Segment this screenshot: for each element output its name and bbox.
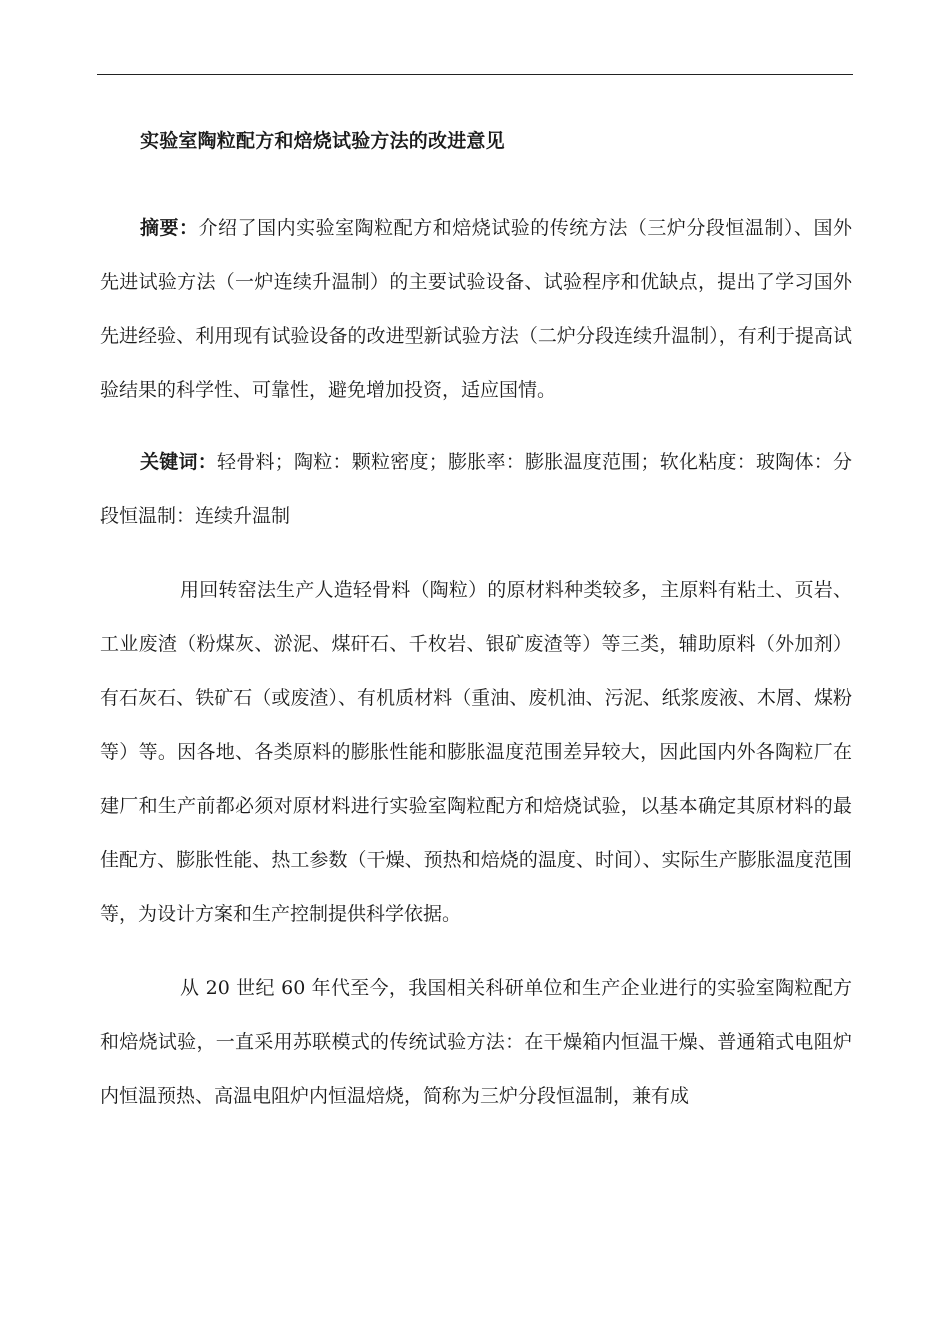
abstract-label: 摘要： xyxy=(140,217,199,239)
keywords-text: 轻骨料；陶粒：颗粒密度；膨胀率：膨胀温度范围；软化粘度：玻陶体：分段恒温制：连续升温制 xyxy=(100,451,852,527)
document-title: 实验室陶粒配方和焙烧试验方法的改进意见 xyxy=(140,130,505,152)
header-rule xyxy=(97,74,853,75)
body-paragraph-1: 用回转窑法生产人造轻骨料（陶粒）的原材料种类较多，主原料有粘土、页岩、工业废渣（粉煤灰、淤泥、煤矸石、千枚岩、银矿废渣等）等三类，辅助原料（外加剂）有石灰石、铁矿石（或废渣）、有机质材料（重油、废机油、污泥、纸浆废液、木屑、煤粉等）等。因各地、各类原料的膨胀性能和膨胀温度范围差异较大，因此国内外各陶粒厂在建厂和生产前都必须对原材料进行实验室陶粒配方和焙烧试验，以基本确定其原材料的最佳配方、膨胀性能、热工参数（干燥、预热和焙烧的温度、时间）、实际生产膨胀温度范围等，为设计方案和生产控制提供科学依据。 xyxy=(100,579,852,925)
abstract-paragraph xyxy=(100,201,852,417)
keywords-paragraph xyxy=(100,435,852,543)
keywords-label: 关键词： xyxy=(140,451,217,473)
body-paragraph-2: 从 20 世纪 60 年代至今，我国相关科研单位和生产企业进行的实验室陶粒配方和焙烧试验，一直采用苏联模式的传统试验方法：在干燥箱内恒温干燥、普通箱式电阻炉内恒温预热、高温电阻炉内恒温焙烧，简称为三炉分段恒温制，兼有成 xyxy=(100,977,852,1107)
document-body xyxy=(100,125,852,1123)
abstract-text: 介绍了国内实验室陶粒配方和焙烧试验的传统方法（三炉分段恒温制）、国外先进试验方法（一炉连续升温制）的主要试验设备、试验程序和优缺点，提出了学习国外先进经验、利用现有试验设备的改进型新试验方法（二炉分段连续升温制），有利于提高试验结果的科学性、可靠性，避免增加投资，适应国情。 xyxy=(100,217,852,401)
